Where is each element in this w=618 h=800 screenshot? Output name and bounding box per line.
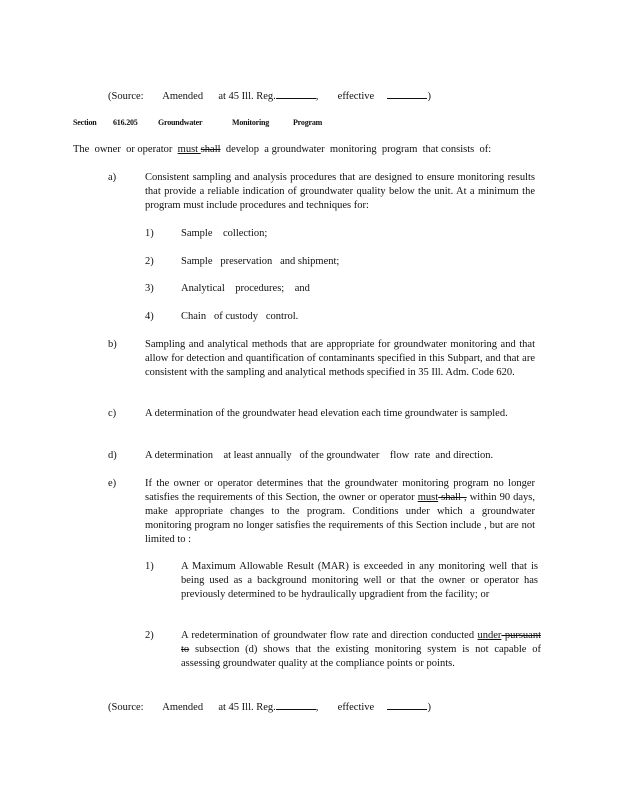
item-d-marker: d) bbox=[108, 450, 117, 461]
section-title-word1: Groundwater bbox=[158, 118, 203, 127]
reg-blank bbox=[276, 88, 316, 99]
item-e2-text bbox=[181, 629, 541, 671]
source-note-bottom: (Source: Amended at 45 Ill. Reg. , effective ) bbox=[108, 699, 431, 715]
item-e2-text-before: A redetermination of groundwater flow rate and direction conducted bbox=[181, 630, 478, 641]
deleted-text: pursuant to bbox=[181, 630, 541, 655]
intro-text-after: develop a groundwater monitoring program that consists of: bbox=[220, 144, 492, 155]
source-reg: at 45 Ill. Reg. bbox=[218, 702, 276, 713]
source-amended: Amended bbox=[162, 702, 204, 713]
source-note-top: (Source: Amended at 45 Ill. Reg. , effective ) bbox=[108, 88, 431, 104]
source-effective: effective bbox=[337, 91, 375, 102]
item-a4-text: Chain of custody control. bbox=[181, 311, 299, 322]
item-e-text-after: within 90 days, make appropriate changes to the program. Conditions under which a groundwater monitoring program no longer satisfies the requirements of this Section include , but are not limited to : bbox=[145, 492, 535, 545]
item-a4-marker: 4) bbox=[145, 311, 154, 322]
source-label: (Source: bbox=[108, 91, 144, 102]
source-label: (Source: bbox=[108, 702, 144, 713]
item-a-marker: a) bbox=[108, 172, 117, 183]
intro-paragraph bbox=[73, 143, 491, 157]
inserted-text: under bbox=[477, 630, 502, 641]
section-label: Section bbox=[73, 118, 97, 127]
source-amended: Amended bbox=[162, 91, 204, 102]
item-a2-text: Sample preservation and shipment; bbox=[181, 256, 340, 267]
item-a1-text: Sample collection; bbox=[181, 228, 268, 239]
item-d-text: A determination at least annually of the groundwater flow rate and direction. bbox=[145, 450, 494, 461]
item-e2-text-after: subsection (d) shows that the existing monitoring system is not capable of assessing groundwater quality at the compliance points or points. bbox=[181, 644, 541, 669]
source-reg: at 45 Ill. Reg. bbox=[218, 91, 276, 102]
item-a3-text: Analytical procedures; and bbox=[181, 283, 310, 294]
inserted-text: must bbox=[177, 144, 201, 155]
item-e-text-before: If the owner or operator determines that the groundwater monitoring program no longer satisfies the requirements of this Section, the owner or operator bbox=[145, 478, 535, 503]
source-close: ) bbox=[427, 91, 431, 102]
item-c-marker: c) bbox=[108, 408, 117, 419]
item-a-text: Consistent sampling and analysis procedures that are designed to ensure monitoring results that provide a reliable indication of groundwater quality below the unit. At a minimum the program must include procedures and techniques for: bbox=[145, 172, 535, 211]
effective-blank bbox=[387, 699, 427, 710]
item-e2-marker: 2) bbox=[145, 630, 154, 641]
item-e-text bbox=[145, 477, 535, 547]
section-number: 616.205 bbox=[113, 118, 138, 127]
intro-text-before: The owner or operator bbox=[73, 144, 178, 155]
item-b-text: Sampling and analytical methods that are appropriate for groundwater monitoring and that allow for detection and quantification of contaminants specified in this Subpart, and that are consistent with the sampling and analytical methods specified in 35 Ill. Adm. Code 620. bbox=[145, 339, 535, 378]
item-a1-marker: 1) bbox=[145, 228, 154, 239]
deleted-text: shall , bbox=[438, 492, 467, 503]
item-a3-marker: 3) bbox=[145, 283, 154, 294]
source-effective: effective bbox=[337, 702, 375, 713]
reg-blank bbox=[276, 699, 316, 710]
effective-blank bbox=[387, 88, 427, 99]
item-e1-text: A Maximum Allowable Result (MAR) is exceeded in any monitoring well that is being used as a background monitoring well or that the owner or operator has previously determined to be hydraulically upgradient from the facility; or bbox=[181, 561, 538, 600]
inserted-text: must bbox=[417, 492, 439, 503]
source-close: ) bbox=[427, 702, 431, 713]
section-title-word2: Monitoring bbox=[232, 118, 270, 127]
item-b-marker: b) bbox=[108, 339, 117, 350]
section-title-word3: Program bbox=[293, 118, 323, 127]
deleted-text: shall bbox=[200, 144, 221, 155]
item-a2-marker: 2) bbox=[145, 256, 154, 267]
item-e1-marker: 1) bbox=[145, 561, 154, 572]
item-c-text: A determination of the groundwater head elevation each time groundwater is sampled. bbox=[145, 408, 508, 419]
item-e-marker: e) bbox=[108, 478, 117, 489]
